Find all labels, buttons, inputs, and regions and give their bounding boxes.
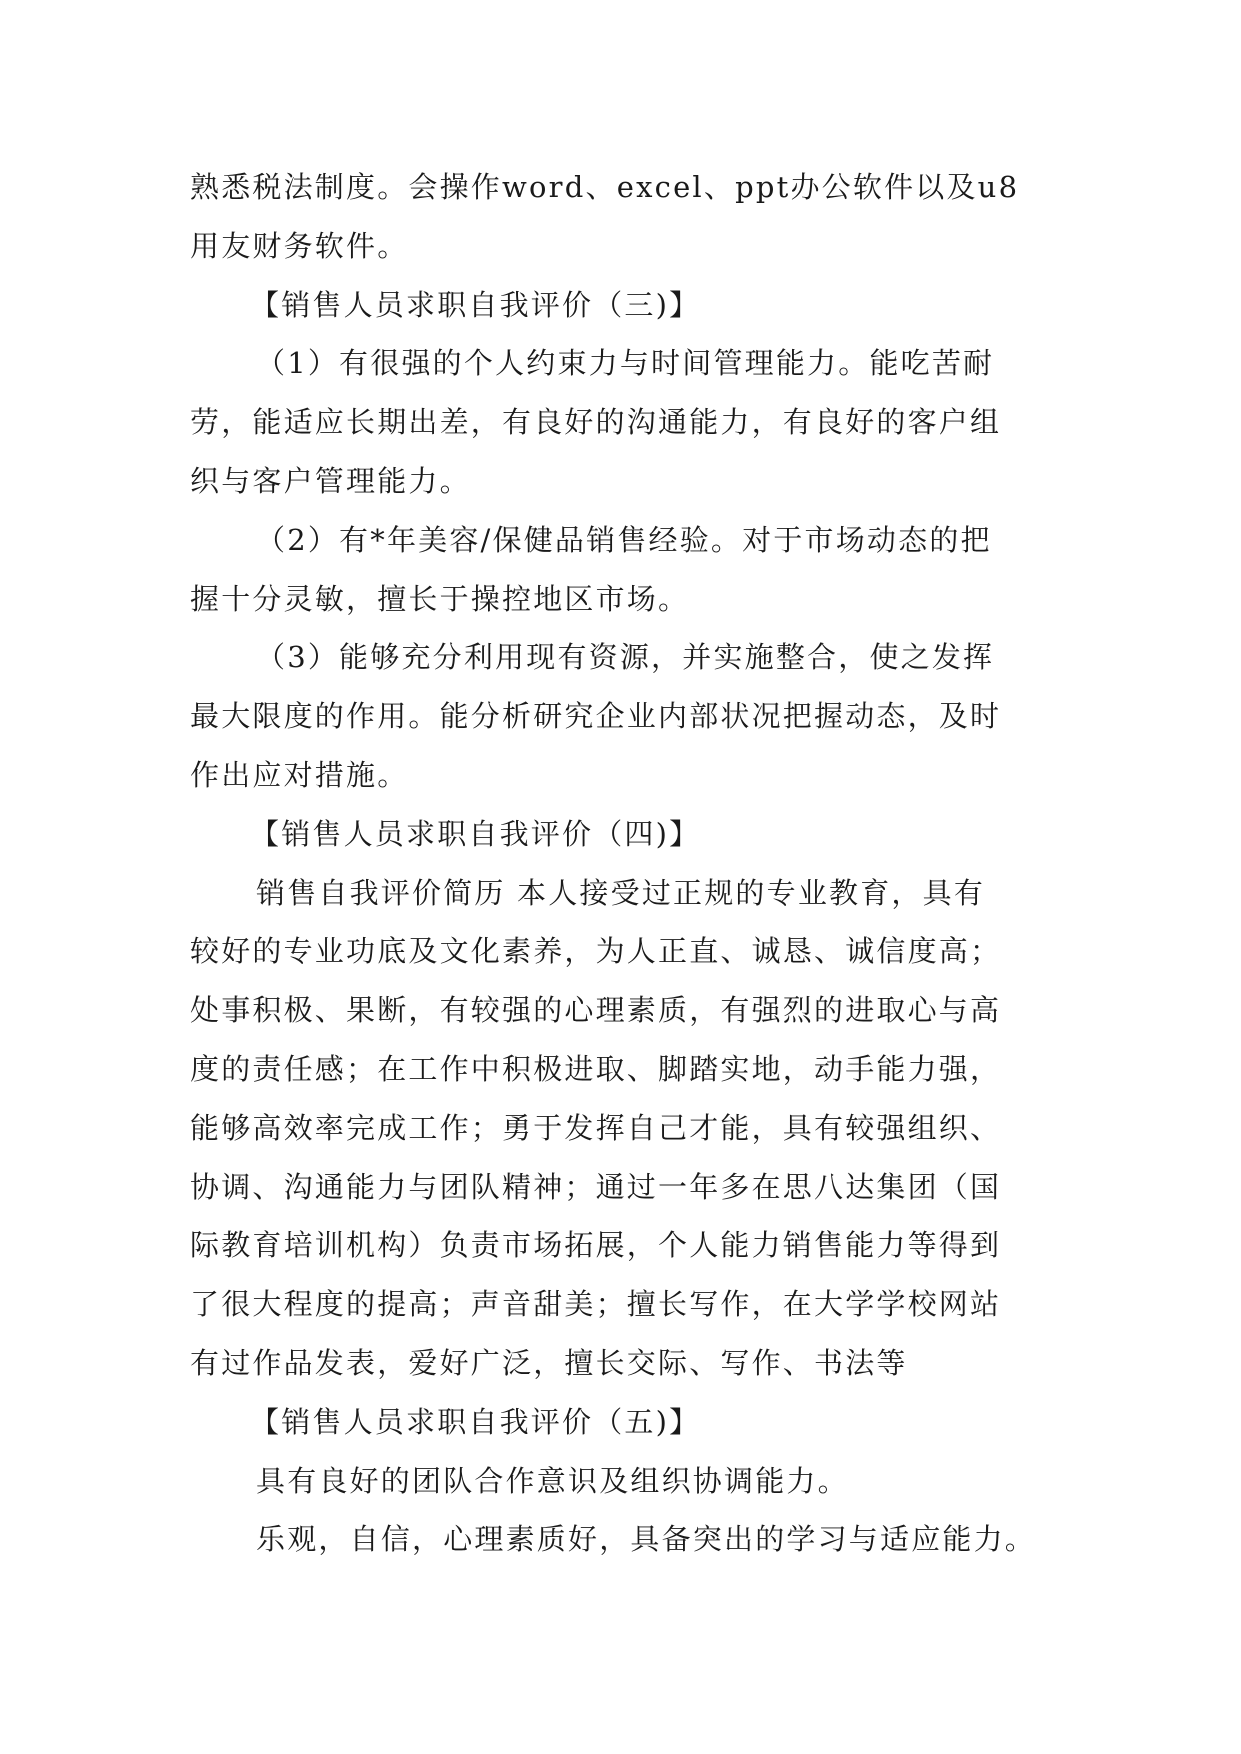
paragraph-first-line: （1）有很强的个人约束力与时间管理能力。能吃苦耐 bbox=[256, 346, 995, 381]
body-line: 有过作品发表，爱好广泛，擅长交际、写作、书法等 bbox=[190, 1345, 908, 1380]
body-line: 劳，能适应长期出差，有良好的沟通能力，有良好的客户组 bbox=[190, 405, 1002, 440]
body-line: 处事积极、果断，有较强的心理素质，有强烈的进取心与高 bbox=[190, 993, 1002, 1028]
paragraph-first-line: （2）有*年美容/保健品销售经验。对于市场动态的把 bbox=[256, 522, 992, 557]
body-line: 作出应对措施。 bbox=[190, 757, 409, 792]
body-line: 最大限度的作用。能分析研究企业内部状况把握动态，及时 bbox=[190, 699, 1002, 734]
body-line: 织与客户管理能力。 bbox=[190, 463, 471, 498]
body-line: 熟悉税法制度。会操作word、excel、ppt办公软件以及u8 bbox=[190, 170, 1020, 204]
body-line: 度的责任感；在工作中积极进取、脚踏实地，动手能力强， bbox=[190, 1051, 1002, 1086]
document-body bbox=[190, 158, 1052, 1569]
body-line: 能够高效率完成工作；勇于发挥自己才能，具有较强组织、 bbox=[190, 1110, 1002, 1145]
section-heading: 【销售人员求职自我评价（五)】 bbox=[250, 1404, 701, 1439]
body-line: 际教育培训机构）负责市场拓展，个人能力销售能力等得到 bbox=[190, 1228, 1002, 1263]
paragraph-first-line: 具有良好的团队合作意识及组织协调能力。 bbox=[256, 1463, 849, 1498]
body-line: 较好的专业功底及文化素养，为人正直、诚恳、诚信度高； bbox=[190, 934, 1002, 969]
body-line: 用友财务软件。 bbox=[190, 228, 409, 263]
paragraph-first-line: （3）能够充分利用现有资源，并实施整合，使之发挥 bbox=[256, 640, 995, 675]
body-line: 了很大程度的提高；声音甜美；擅长写作，在大学学校网站 bbox=[190, 1287, 1002, 1322]
paragraph-first-line: 乐观，自信，心理素质好，具备突出的学习与适应能力。 bbox=[256, 1522, 1037, 1557]
body-line: 握十分灵敏，擅长于操控地区市场。 bbox=[190, 581, 690, 616]
body-line: 协调、沟通能力与团队精神；通过一年多在思八达集团（国 bbox=[190, 1169, 1002, 1204]
section-heading: 【销售人员求职自我评价（四)】 bbox=[250, 816, 701, 851]
paragraph-first-line: 销售自我评价简历 本人接受过正规的专业教育，具有 bbox=[256, 875, 986, 910]
section-heading: 【销售人员求职自我评价（三)】 bbox=[250, 287, 701, 322]
